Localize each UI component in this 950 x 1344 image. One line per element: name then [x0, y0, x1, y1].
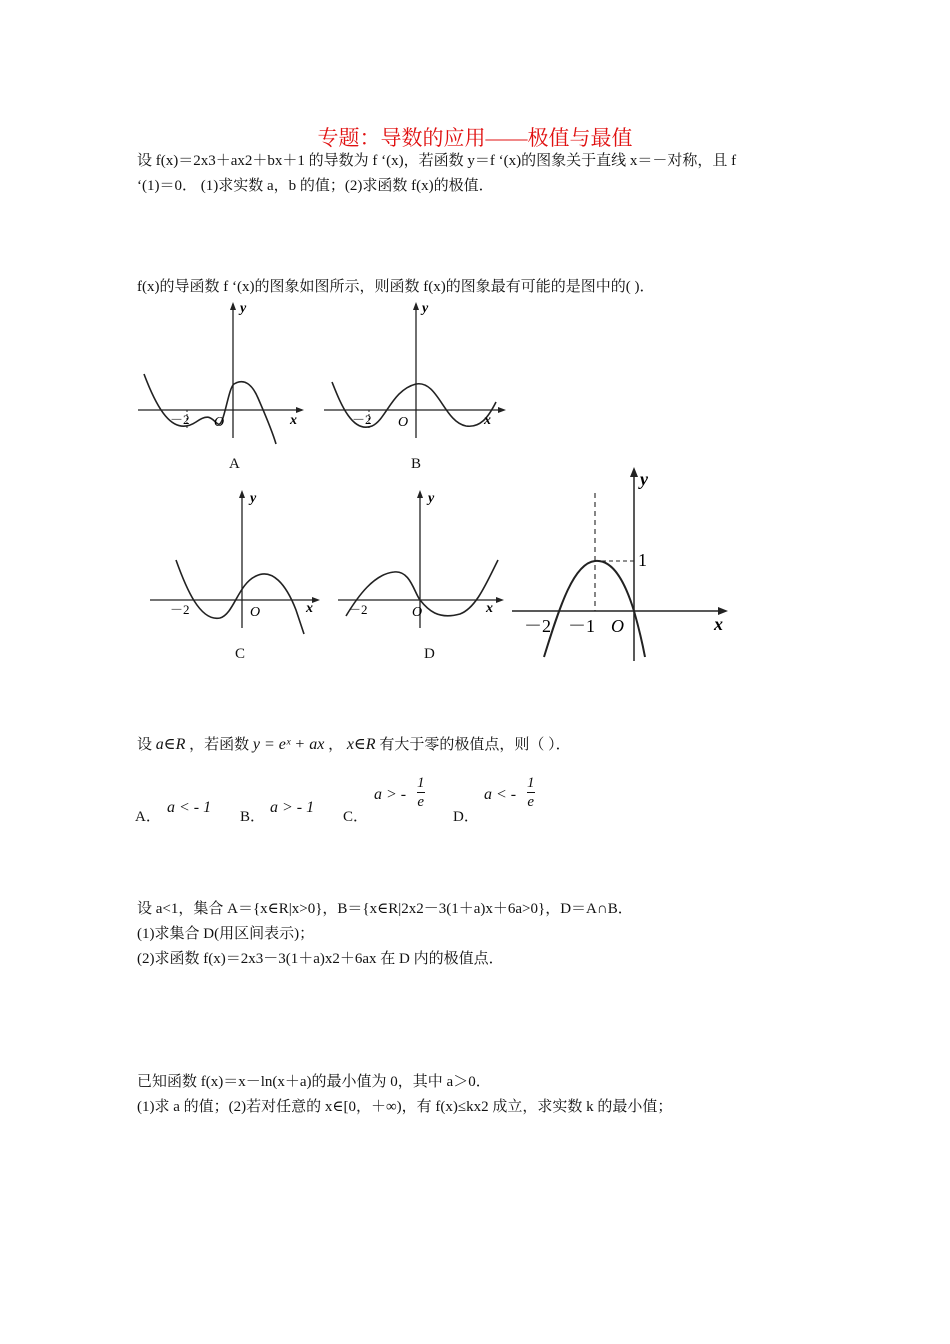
q5-line1: 已知函数 f(x)＝x－ln(x＋a)的最小值为 0，其中 a＞0． [137, 1074, 491, 1090]
graph-b-y-label: y [422, 301, 429, 316]
graph-a-y-label: y [240, 301, 247, 316]
q3-option-b: a > - 1 [270, 799, 315, 816]
q5-line2: (1)求 a 的值；(2)若对任意的 x∈[0，＋∞)，有 f(x)≤kx2 成立，求实数 k 的最小值； [137, 1099, 673, 1115]
q3-post: 有大于零的极值点，则（ ）． [379, 737, 571, 753]
graph-a-origin: O [214, 415, 225, 430]
graph-c-x-label: x [306, 601, 313, 616]
q3-option-d-fraction [527, 774, 535, 811]
graph-b [320, 298, 510, 448]
q3-option-d-label: D． [453, 809, 479, 825]
q3-option-b-label: B． [240, 809, 266, 825]
graph-b-label: B [411, 456, 422, 472]
derivative-tick-neg2: －2 [524, 616, 551, 636]
q4-line2: (1)求集合 D(用区间表示)； [137, 926, 315, 942]
graph-c [146, 488, 326, 638]
q4-line3: (2)求函数 f(x)＝2x3－3(1＋a)x2＋6ax 在 D 内的极值点． [137, 951, 504, 967]
q3-option-d: a < - [484, 786, 517, 803]
q3-a-in-r: a∈R [155, 736, 186, 753]
derivative-x-label: x [714, 614, 723, 634]
graph-a-x-label: x [290, 413, 297, 428]
graph-c-origin: O [250, 605, 261, 620]
q3-option-a-label: A． [135, 809, 161, 825]
graph-c-y-label: y [250, 491, 257, 506]
q3-option-a: a < - 1 [167, 799, 212, 816]
graph-d-x-label: x [486, 601, 493, 616]
graph-b-tick: －2 [352, 412, 372, 427]
page-title: 专题：导数的应用——极值与最值 [317, 126, 633, 150]
graph-b-x-label: x [484, 413, 491, 428]
q3-option-c: a > - [374, 786, 407, 803]
q3-comma: ， [328, 737, 344, 753]
graph-d-origin: O [412, 605, 423, 620]
graph-c-label: C [235, 646, 246, 662]
derivative-tick-neg1: －1 [568, 616, 595, 636]
fraction-denominator: e [527, 794, 535, 810]
graph-d [334, 488, 514, 638]
q1-line2: ‘(1)＝0． (1)求实数 a，b 的值；(2)求函数 f(x)的极值． [137, 178, 494, 194]
derivative-origin: O [611, 616, 624, 636]
derivative-tick-1: 1 [638, 550, 647, 570]
fraction-numerator: 1 [417, 775, 425, 791]
q3-option-c-fraction [417, 774, 425, 811]
q3-function: y = eˣ + ax [252, 736, 325, 753]
graph-d-tick: －2 [348, 602, 368, 617]
q2-stem: f(x)的导函数 f ‘(x)的图象如图所示，则函数 f(x)的图象最有可能的是图中的( )． [137, 279, 655, 295]
graph-c-tick: －2 [170, 602, 190, 617]
graph-b-origin: O [398, 415, 409, 430]
graph-d-label: D [424, 646, 435, 662]
graph-a-label: A [229, 456, 240, 472]
derivative-y-label: y [640, 469, 648, 489]
graph-a-tick: －2 [170, 412, 190, 427]
graph-a [134, 298, 314, 448]
q3-x-in-r: x∈R [346, 736, 376, 753]
q3-option-c-label: C． [343, 809, 369, 825]
q3-stem [137, 734, 571, 756]
q3-mid: ，若函数 [189, 737, 250, 753]
derivative-graph [508, 465, 733, 665]
q1-line1: 设 f(x)＝2x3＋ax2＋bx＋1 的导数为 f ‘(x)，若函数 y＝f ‘(x)的图象关于直线 x＝－对称，且 f [137, 153, 737, 169]
graph-d-y-label: y [428, 491, 435, 506]
q4-line1: 设 a<1，集合 A＝{x∈R|x>0}，B＝{x∈R|2x2－3(1＋a)x＋6a>0}，D＝A∩B． [137, 901, 633, 917]
q3-pre: 设 [137, 737, 153, 753]
fraction-denominator: e [417, 794, 425, 810]
fraction-numerator: 1 [527, 775, 535, 791]
